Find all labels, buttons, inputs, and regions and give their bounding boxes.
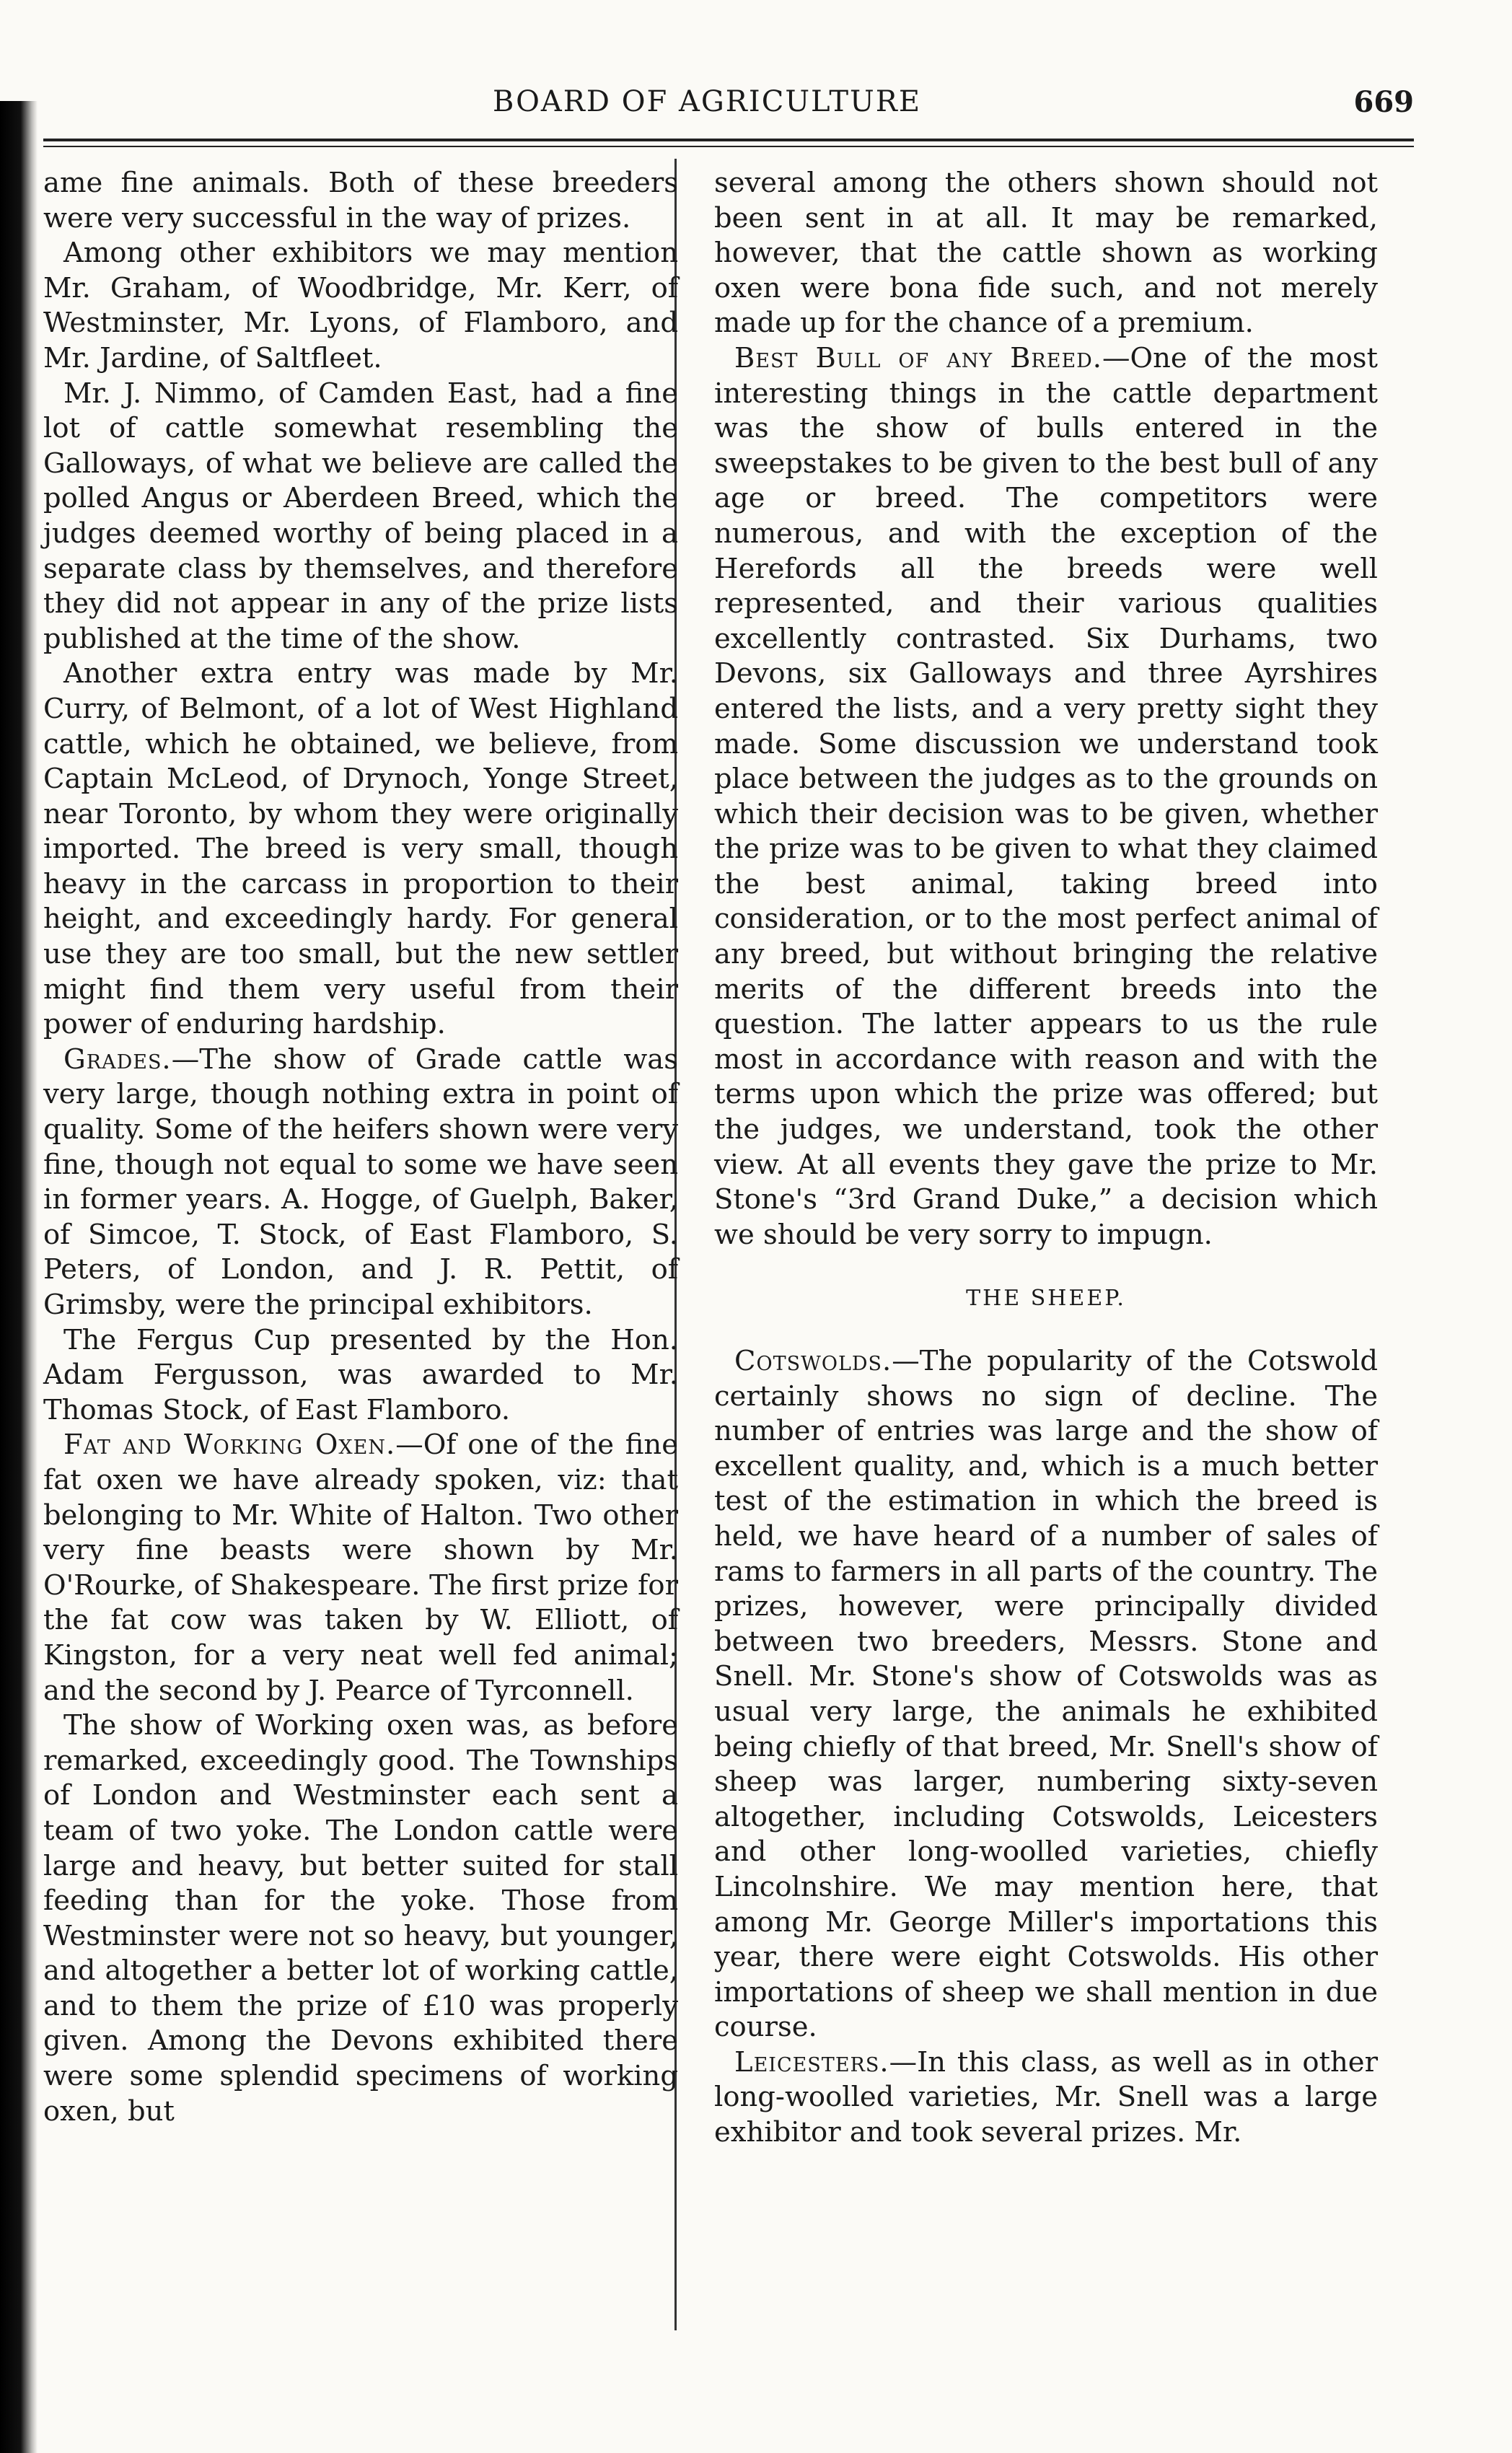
paragraph: Mr. J. Nimmo, of Camden East, had a fine lot of cattle somewhat resembling the Galloways, of what we believe are called the polled Angus or Aberdeen Breed, which the judges deemed worthy of being placed in a separate class by themselves, and therefore they did not appear in any of the prize lists published at the time of the show. xyxy=(43,377,678,655)
paragraph: Among other exhibitors we may mention Mr. Graham, of Woodbridge, Mr. Kerr, of Westminster, Mr. Lyons, of Flamboro, and Mr. Jardine, of Saltfleet. xyxy=(43,237,678,374)
right-column xyxy=(714,166,1378,2151)
paragraph-heading: Leicesters. xyxy=(734,2045,889,2079)
paragraph: several among the others shown should not been sent in at all. It may be remarked, however, that the cattle shown as working oxen were bona fide such, and not merely made up for the chance of a premium. xyxy=(714,167,1378,340)
running-head: BOARD OF AGRICULTURE xyxy=(492,85,922,118)
section-heading: THE SHEEP. xyxy=(966,1286,1126,1312)
left-column xyxy=(43,166,678,2129)
header-rule-thin xyxy=(43,146,1414,147)
paragraph-heading: Grades. xyxy=(63,1043,172,1076)
paragraph: The Fergus Cup presented by the Hon. Adam Fergusson, was awarded to Mr. Thomas Stock, of East Flamboro. xyxy=(43,1323,678,1426)
page-header xyxy=(43,85,1414,128)
paragraph: Another extra entry was made by Mr. Curry, of Belmont, of a lot of West Highland cattle, which he obtained, we believe, from Captain McLeod, of Drynoch, Yonge Street, near Toronto, by whom they were originally imported. The breed is very small, though heavy in the carcass in proportion to their height, and exceedingly hardy. For general use they are too small, but the new settler might find them very useful from their power of enduring hardship. xyxy=(43,657,678,1041)
paragraph xyxy=(714,2045,1378,2151)
paragraph: ame fine animals. Both of these breeders were very successful in the way of prizes. xyxy=(43,167,678,234)
paragraph-body: —In this class, as well as in other long-woolled varieties, Mr. Snell was a large exhibitor and took several prizes. Mr. xyxy=(714,2045,1378,2149)
paragraph-heading: Cotswolds. xyxy=(734,1345,892,1377)
paragraph xyxy=(714,341,1378,1252)
paragraph-body: —One of the most interesting things in the cattle department was the show of bulls entered in the sweepstakes to be given to the best bull of any age or breed. The competitors were numerous, and with the exception of the Herefords all the breeds were well represented, and their various qualities excellently contrasted. Six Durhams, two Devons, six Galloways and three Ayrshires entered the lists, and a very pretty sight they made. Some discussion we understand took place between the judges as to the grounds on which their decision was to be given, whether the prize was to be given to what they claimed the best animal, taking breed into consideration, or to the most perfect animal of any breed, but without bringing the relative merits of the different breeds into the question. The latter appears to us the rule most in accordance with reason and with the terms upon which the prize was offered; but the judges, we understand, took the other view. At all events they gave the prize to Mr. Stone's “3rd Grand Duke,” a decision which we should be very sorry to impugn. xyxy=(714,341,1378,1251)
paragraph xyxy=(43,1043,678,1323)
header-rule xyxy=(43,139,1414,141)
paragraph-body: —The popularity of the Cotswold certainly shows no sign of decline. The number of entries was large and the show of excellent quality, and, which is a much better test of the estimation in which the breed is held, we have heard of a number of sales of rams to farmers in all parts of the country. The prizes, however, were principally divided between two breeders, Messrs. Stone and Snell. Mr. Stone's show of Cotswolds was as usual very large, the animals he exhibited being chiefly of that breed, Mr. Snell's show of sheep was larger, numbering sixty-seven altogether, including Cotswolds, Leicesters and other long-woolled varieties, chiefly Lincolnshire. We may mention here, that among Mr. George Miller's importations this year, there were eight Cotswolds. His other importations of sheep we shall mention in due course. xyxy=(714,1345,1378,2044)
paragraph xyxy=(714,1344,1378,2045)
paragraph-body: —The show of Grade cattle was very large, though nothing extra in point of quality. Some of the heifers shown were very fine, though not equal to some we have seen in former years. A. Hogge, of Guelph, Baker, of Simcoe, T. Stock, of East Flamboro, S. Peters, of London, and J. R. Pettit, of Grimsby, were the principal exhibitors. xyxy=(43,1043,678,1321)
binding-gutter-shadow xyxy=(0,101,38,2453)
paragraph-heading: Fat and Working Oxen. xyxy=(63,1429,396,1462)
paragraph-heading: Best Bull of any Breed. xyxy=(734,341,1103,374)
page-number: 669 xyxy=(1353,85,1414,119)
paragraph xyxy=(43,1428,678,1708)
paragraph: The show of Working oxen was, as before remarked, exceedingly good. The Townships of London and Westminster each sent a team of two yoke. The London cattle were large and heavy, but better suited for stall feeding than for the yoke. Those from Westminster were not so heavy, but younger, and altogether a better lot of working cattle, and to them the prize of £10 was properly given. Among the Devons exhibited there were some splendid specimens of working oxen, but xyxy=(43,1709,678,2128)
paragraph-body: —Of one of the fine fat oxen we have already spoken, viz: that belonging to Mr. White of Halton. Two other very fine beasts were shown by Mr. O'Rourke, of Shakespeare. The first prize for the fat cow was taken by W. Elliott, of Kingston, for a very neat well fed animal; and the second by J. Pearce of Tyrconnell. xyxy=(43,1429,678,1707)
